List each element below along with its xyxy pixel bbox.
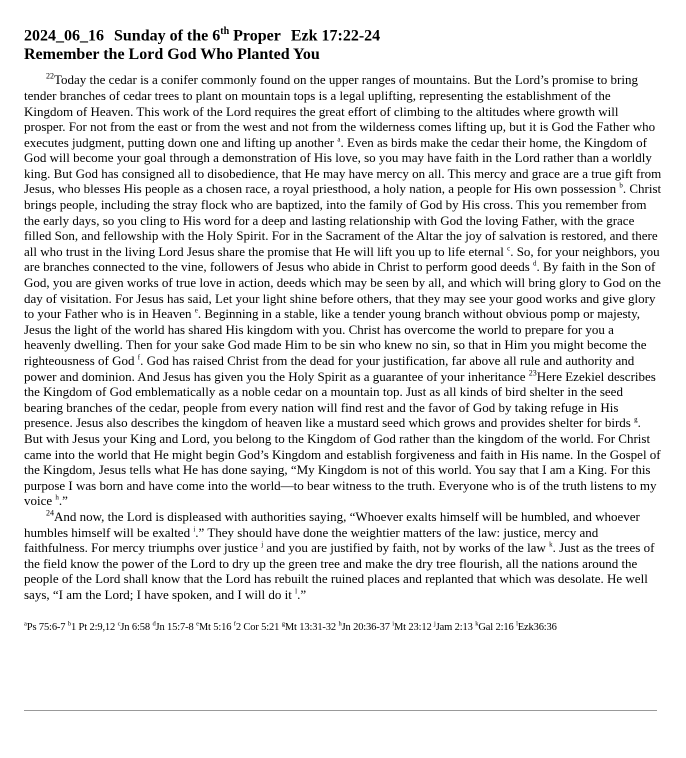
footnote-reference: Gal 2:16 (478, 621, 514, 633)
footnote-reference: Ezk36:36 (517, 621, 557, 633)
footnote-marker: l (295, 587, 298, 596)
footnote-marker: c (507, 244, 511, 253)
footnote-marker: b (619, 182, 623, 191)
footnote-mark: e (196, 620, 199, 628)
paragraph-text: . God has raised Christ from the dead for your justification, far above all rule and authority and power and dominion. And Jesus has given you the Holy Spirit as a guarantee of your inheritance (24, 353, 635, 384)
footnote-entry (234, 622, 279, 633)
footnote-reference: Mt 13:31-32 (284, 621, 336, 633)
footnote-marker: k (549, 540, 553, 549)
paragraph-text: . So, for your neighbors, you are branches connected to the vine, followers of Jesus who abide in Christ to perform good deeds (24, 243, 660, 275)
title-ordinal: th (220, 26, 230, 37)
footnote-entry (24, 622, 65, 633)
footnote-reference: Mt 5:16 (198, 621, 232, 633)
footnotes (24, 621, 662, 634)
footnote-mark: j (434, 620, 436, 628)
footnote-entry (196, 622, 231, 633)
title-sunday: Sunday of the 6 (114, 27, 221, 45)
paragraph (24, 509, 662, 603)
footnote-reference: Mt 23:12 (393, 621, 432, 633)
footnote-mark: h (338, 620, 342, 628)
footnote-entry (475, 622, 513, 633)
footnote-marker: a (337, 135, 341, 144)
footnote-marker: d (533, 260, 537, 269)
paragraph-text: . Christ brings people, including the stray flock who are baptized, into the family of God by His cross. This you remember from the early days, so you cling to His word for a deep and lasting relationship with God the loving Father, with the grace filled Son, and fellowship with the Holy Spirit. For in the Sacrament of the Altar the joy of salvation is restored, and there all who trust in the living Lord Jesus share the promise that He will lift you up to life eternal (24, 181, 662, 259)
footnote-mark: c (117, 620, 121, 628)
title-proper: Proper (229, 27, 281, 45)
footnote-marker: i (193, 525, 196, 534)
footnote-reference: 1 Pt 2:9,12 (70, 621, 116, 633)
title-date: 2024_06_16 (24, 27, 104, 45)
footnote-entry (68, 622, 115, 633)
paragraph-text: . Just as the trees of the field know the power of the Lord to dry up the green tree and make the dry tree flourish, all the nations around the people of the Lord shall know that the Lord has rebuilt the ruined places and replanted that which was desolate. He well says, “I am the Lord; I have spoken, and I will do it (24, 540, 655, 602)
paragraph-text: .” (58, 493, 68, 509)
paragraph-text: And now, the Lord is displeased with authorities saying, “Whoever exalts himself will be humbled, and whoever humbles himself will be exalted (24, 508, 640, 540)
title-reference: Ezk 17:22-24 (290, 27, 381, 45)
paragraph-text: . But with Jesus your King and Lord, you belong to the Kingdom of God rather than the kingdom of the world. For Christ came into the world that He might begin God’s Kingdom and establish forgiveness and faith in His name. In the Gospel of the Kingdom, Jesus tells what He has done saying, “My Kingdom is not of this world. You say that I am a King. For this purpose I was born and have come into the world—to bear witness to the truth. Everyone who is of the truth listens to my voice (24, 415, 661, 509)
footnote-mark: b (67, 620, 71, 628)
page-title (24, 22, 662, 45)
paragraph-text: . Beginning in a stable, like a tender young branch without obvious pomp or majesty, Jesus the light of the world has shared His kingdom with you. Christ has overcome the world to prepare for you a heavenly dwelling. Then for your sake God made Him to be sin who knew no sin, so that in Him you might become the righteousness of God (24, 306, 647, 369)
paragraph-text: Today the cedar is a conifer commonly found on the upper ranges of mountains. But the Lord’s promise to bring tender branches of cedar trees to plant on mountain tops is a legal uplifting, representing the establishment of the Kingdom of Heaven. This work of the Lord requires the great effort of climbing to the altitudes where growth will prosper. For not from the east or from the west and not from the wilderness comes lifting up, but it is God the Father who executes judgment, putting down one and lifting up another (24, 72, 656, 150)
footnote-entry (118, 622, 150, 633)
verse-number: 22 (46, 72, 54, 81)
footnote-reference: 2 Cor 5:21 (235, 621, 280, 633)
footnote-entry (282, 622, 336, 633)
footnote-mark: i (392, 620, 394, 628)
footnote-marker: j (261, 540, 264, 549)
footnote-marker: h (55, 494, 59, 503)
footnote-marker: f (137, 353, 141, 362)
footnote-mark: l (516, 620, 518, 628)
document-page (24, 22, 662, 634)
footnote-reference: Ps 75:6-7 (26, 621, 66, 633)
footnote-reference: Jn 20:36-37 (341, 621, 390, 633)
paragraph-text: Here Ezekiel describes the Kingdom of God emblematically as a noble cedar on a mountain top. Just as all kinds of bird shelter in the seed bearing branches of the cedar, people from every nation will find rest and the favor of God by taking refuge in His presence. Jesus also describes the kingdom of heaven like a mustard seed which grows and provides shelter for birds (24, 368, 656, 431)
footnote-entry (434, 622, 473, 633)
verse-number: 24 (46, 508, 54, 518)
footnote-reference: Jn 15:7-8 (155, 621, 194, 633)
footnote-mark: a (24, 620, 27, 628)
footnote-reference: Jam 2:13 (435, 621, 473, 633)
footnote-mark: d (152, 620, 156, 628)
paragraph (24, 72, 662, 509)
footnote-entry (516, 622, 557, 633)
paragraph-text: . By faith in the Son of God, you are given works of true love in action, deeds which may be seen by all, and which will bring glory to God on the day of visitation. For Jesus has said, Let your light shine before others, that they may see your good works and give glory to your Father who is in Heaven (24, 259, 661, 322)
footnote-mark: g (281, 620, 285, 628)
footnote-entry (152, 622, 193, 633)
footnote-entry (392, 622, 431, 633)
footer-rule (24, 710, 657, 711)
page-subtitle: Remember the Lord God Who Planted You (24, 46, 320, 64)
document-body (24, 72, 662, 602)
paragraph-text: and you are justified by faith, not by works of the law (263, 540, 550, 556)
footnote-entry (338, 622, 389, 633)
paragraph-text: .” (297, 586, 307, 602)
footnote-mark: k (475, 620, 479, 628)
paragraph-text: .” They should have done the weightier matters of the law: justice, mercy and faithfulness. For mercy triumphs over justice (24, 524, 599, 556)
footnote-reference: Jn 6:58 (120, 621, 150, 633)
footnote-mark: f (233, 620, 236, 628)
paragraph-text: . Even as birds make the cedar their home, the Kingdom of God will become your goal through a demonstration of His love, so you may have faith in the Lord rather than a worldly king. But God has consigned all to disobedience, that He may have mercy on all. This mercy and grace are a true gift from Jesus, who blesses His people as a chosen race, a royal priesthood, a holy nation, a people for His own possession (24, 134, 662, 197)
verse-number: 23 (528, 368, 537, 378)
footnote-marker: g (634, 416, 638, 425)
footnote-marker: e (194, 306, 198, 315)
